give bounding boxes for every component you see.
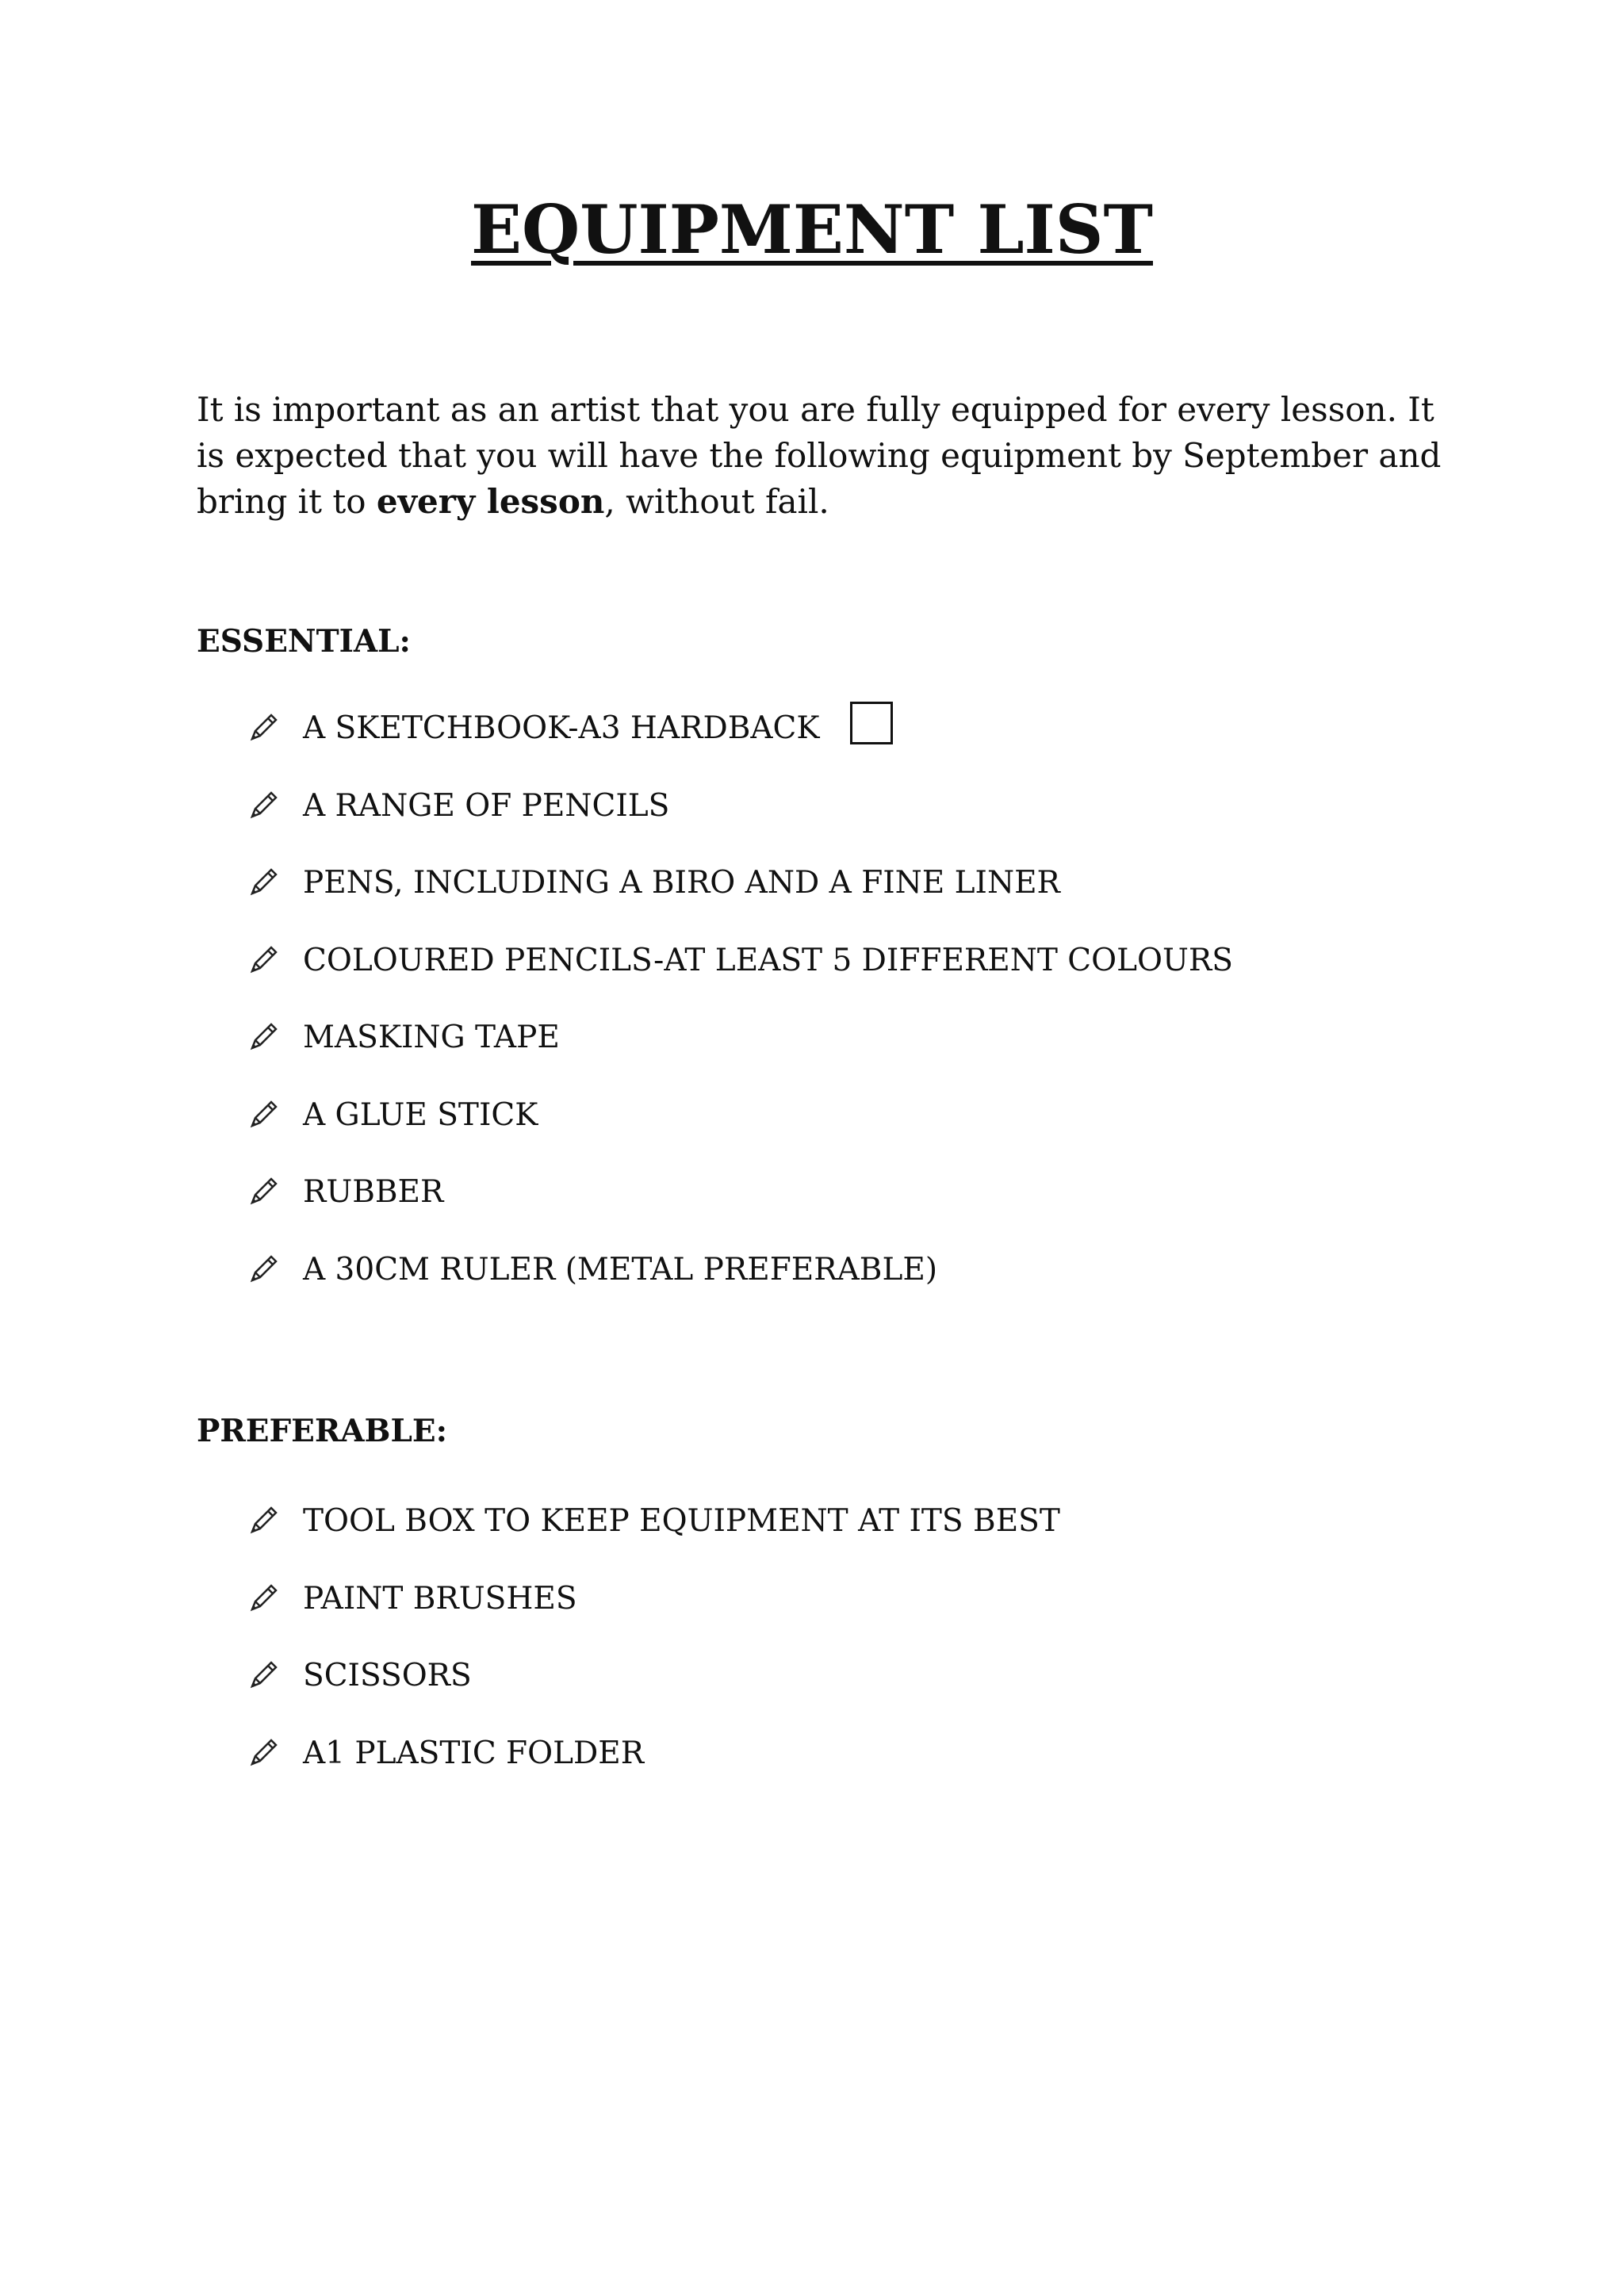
list-item — [246, 936, 1233, 984]
pencil-icon — [246, 1658, 281, 1693]
list-item — [246, 1575, 577, 1622]
pencil-icon — [246, 1174, 281, 1209]
list-item — [246, 782, 669, 829]
list-item — [246, 859, 1060, 906]
pencil-icon — [246, 1581, 281, 1616]
pencil-icon — [246, 710, 281, 745]
intro-emphasis: every lesson — [376, 482, 605, 521]
item-label: SCISSORS — [303, 1657, 472, 1693]
item-label: TOOL BOX TO KEEP EQUIPMENT AT ITS BEST — [303, 1502, 1060, 1539]
pencil-icon — [246, 865, 281, 900]
preferable-heading: PREFERABLE: — [197, 1413, 448, 1449]
list-item — [246, 1013, 560, 1061]
list-item — [246, 1651, 472, 1699]
item-label: A 30CM RULER (METAL PREFERABLE) — [303, 1251, 938, 1288]
pencil-icon — [246, 788, 281, 823]
list-item — [246, 1168, 443, 1215]
page-title — [0, 190, 1624, 269]
pencil-icon — [246, 1735, 281, 1770]
pencil-icon — [246, 1020, 281, 1054]
pencil-icon — [246, 1252, 281, 1287]
list-item — [246, 1246, 937, 1293]
item-label: MASKING TAPE — [303, 1019, 560, 1055]
item-label: A SKETCHBOOK-A3 HARDBACK — [303, 710, 820, 746]
pencil-icon — [246, 1097, 281, 1132]
intro-text-end: , without fail. — [604, 482, 829, 521]
essential-heading: ESSENTIAL: — [197, 623, 411, 660]
list-item — [246, 1091, 538, 1138]
list-item — [246, 1729, 644, 1777]
list-item — [246, 704, 893, 752]
item-label: A1 PLASTIC FOLDER — [303, 1735, 645, 1771]
item-label: COLOURED PENCILS-AT LEAST 5 DIFFERENT COLOURS — [303, 942, 1233, 978]
list-item — [246, 1497, 1060, 1544]
checkbox[interactable] — [850, 702, 893, 744]
item-label: A RANGE OF PENCILS — [303, 787, 670, 824]
pencil-icon — [246, 943, 281, 978]
item-label: PAINT BRUSHES — [303, 1580, 577, 1617]
item-label: RUBBER — [303, 1173, 444, 1210]
item-label: PENS, INCLUDING A BIRO AND A FINE LINER — [303, 864, 1060, 901]
intro-text: It is important as an artist that you are fully equipped for every lesson. It is expected that you will have the following equipment by September and bring it to — [197, 390, 1442, 521]
page-title-text: EQUIPMENT LIST — [471, 190, 1153, 269]
item-label: A GLUE STICK — [303, 1096, 538, 1133]
pencil-icon — [246, 1503, 281, 1538]
intro-paragraph — [197, 387, 1450, 525]
